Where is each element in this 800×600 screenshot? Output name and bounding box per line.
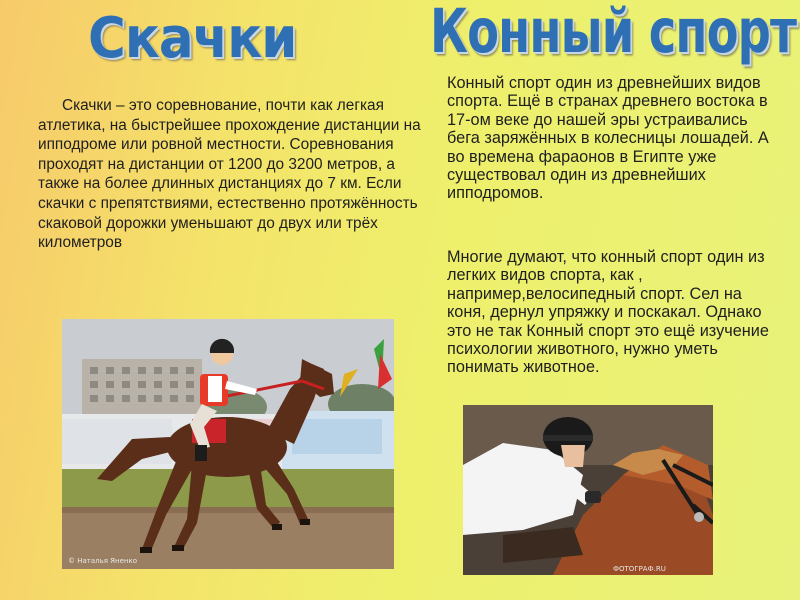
race-photo-watermark: © Наталья Яненко xyxy=(68,557,138,565)
rider-photo-watermark: ФОТОГРАФ.RU xyxy=(613,565,666,573)
rider-photo xyxy=(463,405,713,575)
equestrian-history-paragraph: Конный спорт один из древнейших видов спорта. Ещё в странах древнего востока в 17-ом веке до нашей эры устраивались бега заряжённых в колесницы лошадей. А во времена фараонов в Египте уже существовал один из древнейших ипподромов. xyxy=(447,74,769,203)
rider-with-horse-image xyxy=(463,405,713,575)
equestrian-psychology-paragraph: Многие думают, что конный спорт один из легких видов спорта, как , например,велосипедный спорт. Сел на коня, дернул упряжку и поскакал. Однако это не так Конный спорт это ещё изучение психологии животного, нужно уметь понимать животное. xyxy=(447,248,769,377)
jockey-racing-horse-image xyxy=(62,319,394,569)
slide-title-equestrian-sport: Конный спорт xyxy=(430,0,797,67)
race-photo xyxy=(62,319,394,569)
slide-title-races: Скачки xyxy=(88,6,297,71)
races-description: Скачки – это соревнование, почти как легкая атлетика, на быстрейшее прохождение дистанции на ипподроме или ровной местности. Соревнования проходят на дистанции от 1200 до 3200 метров, а также на более длинных дистанциях до 7 км. Если скачки с препятствиями, естественно протяжённость скаковой дорожки уменьшают до двух или трёх километров xyxy=(38,97,421,252)
